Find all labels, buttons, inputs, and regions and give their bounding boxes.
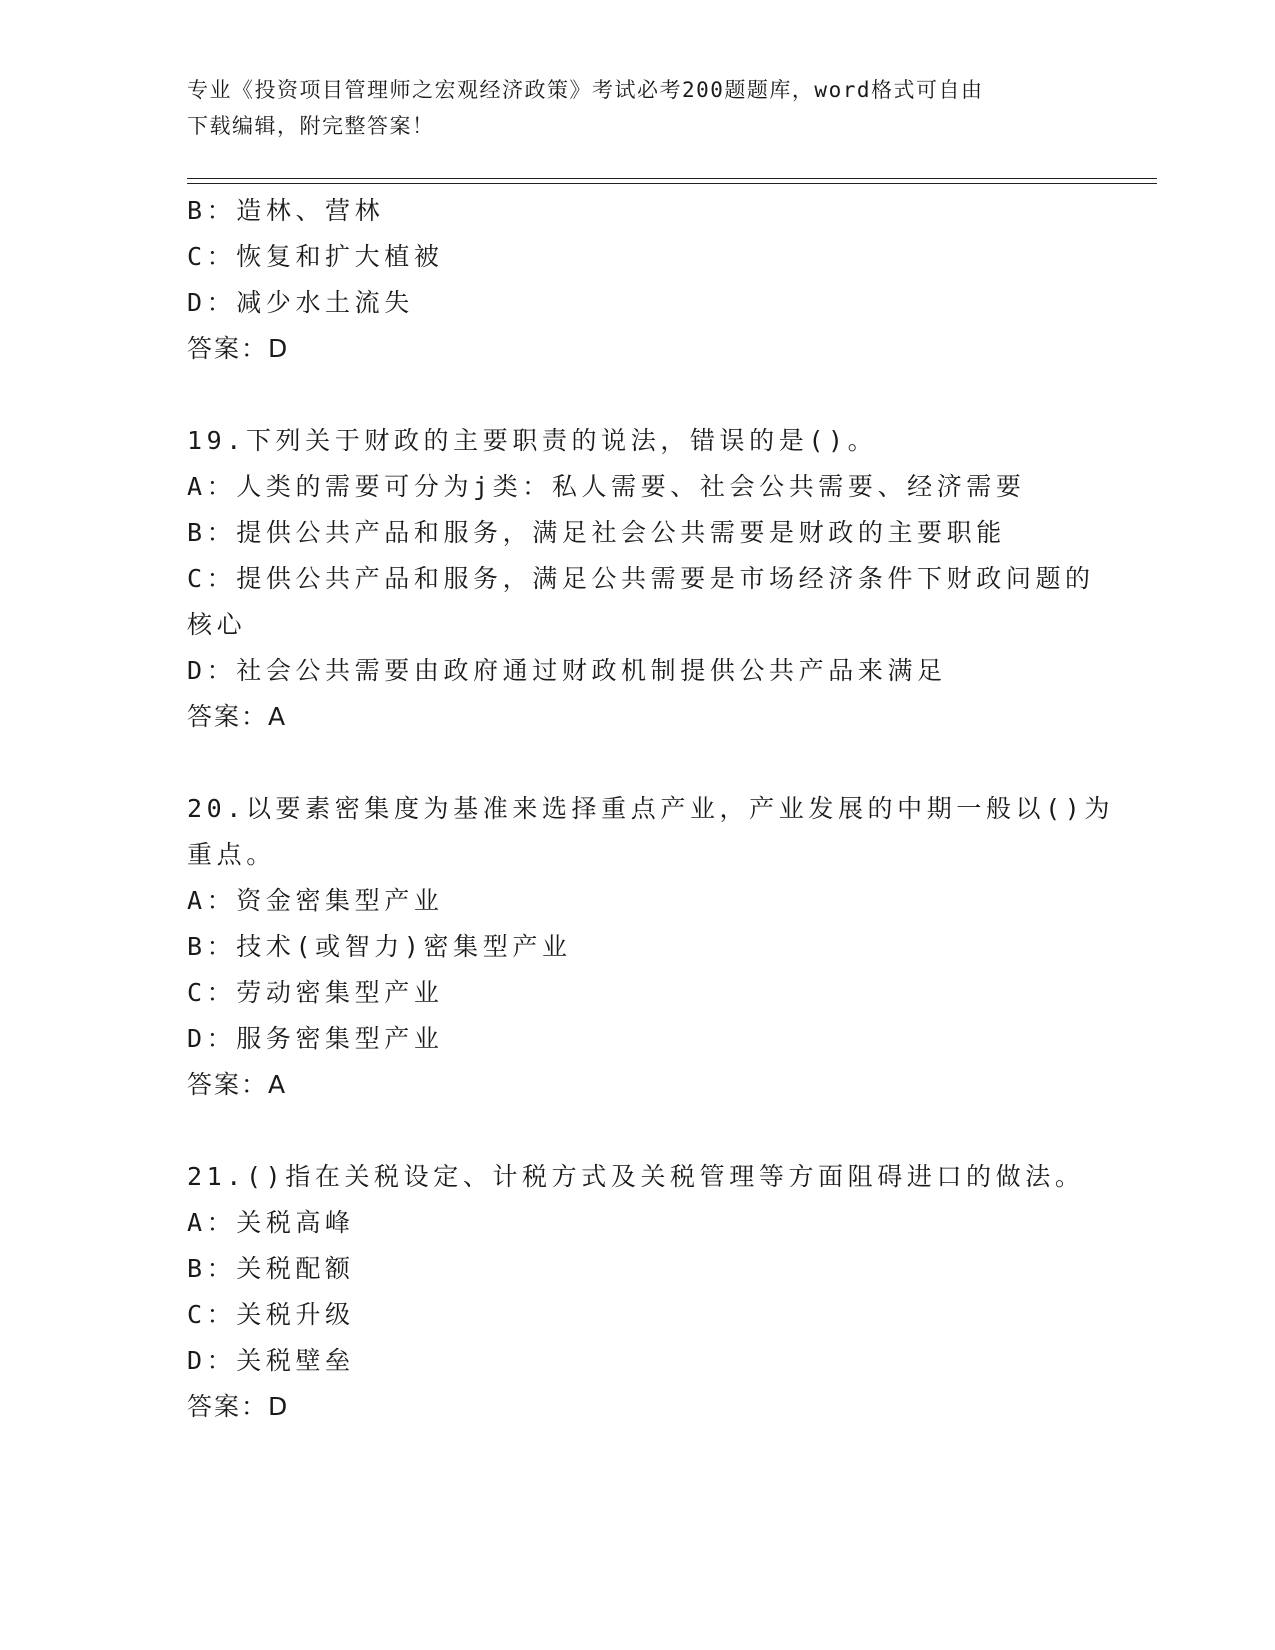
answer-text: 答案：A <box>187 702 288 731</box>
question-21 <box>187 1154 1087 1430</box>
header-divider-bottom <box>187 183 1157 184</box>
header-divider-top <box>187 178 1157 179</box>
option-b: B：造林、营林 <box>187 196 385 225</box>
answer-text: 答案：A <box>187 1070 288 1099</box>
option-c: C：劳动密集型产业 <box>187 978 444 1007</box>
option-d: D：关税壁垒 <box>187 1346 355 1375</box>
question-prev <box>187 188 1087 372</box>
option-c: C：关税升级 <box>187 1300 355 1329</box>
question-20 <box>187 786 1115 1108</box>
question-stem: 20.以要素密集度为基准来选择重点产业，产业发展的中期一般以()为 <box>187 794 1115 823</box>
header-line-2: 下载编辑，附完整答案！ <box>187 114 435 138</box>
header-line-1: 专业《投资项目管理师之宏观经济政策》考试必考200题题库，word格式可自由 <box>187 78 984 102</box>
option-b: B：技术(或智力)密集型产业 <box>187 932 572 961</box>
question-list <box>187 188 1115 1430</box>
option-b: B：关税配额 <box>187 1254 355 1283</box>
question-stem: 19.下列关于财政的主要职责的说法，错误的是()。 <box>187 426 878 455</box>
option-b: B：提供公共产品和服务，满足社会公共需要是财政的主要职能 <box>187 518 1006 547</box>
document-header <box>187 72 1067 144</box>
option-d: D：服务密集型产业 <box>187 1024 444 1053</box>
answer-text: 答案：D <box>187 1392 290 1421</box>
option-c-continued: 核心 <box>187 610 247 639</box>
option-d: D：社会公共需要由政府通过财政机制提供公共产品来满足 <box>187 656 947 685</box>
option-a: A：关税高峰 <box>187 1208 355 1237</box>
option-d: D：减少水土流失 <box>187 288 414 317</box>
option-c: C：恢复和扩大植被 <box>187 242 444 271</box>
spacer <box>187 1108 1087 1154</box>
question-19 <box>187 418 1095 740</box>
spacer <box>187 372 1087 418</box>
question-stem: 21.()指在关税设定、计税方式及关税管理等方面阻碍进口的做法。 <box>187 1162 1085 1191</box>
option-a: A：人类的需要可分为j类：私人需要、社会公共需要、经济需要 <box>187 472 1026 501</box>
answer-text: 答案：D <box>187 334 290 363</box>
question-stem-continued: 重点。 <box>187 840 276 869</box>
spacer <box>187 740 1087 786</box>
option-c: C：提供公共产品和服务，满足公共需要是市场经济条件下财政问题的 <box>187 564 1095 593</box>
option-a: A：资金密集型产业 <box>187 886 444 915</box>
